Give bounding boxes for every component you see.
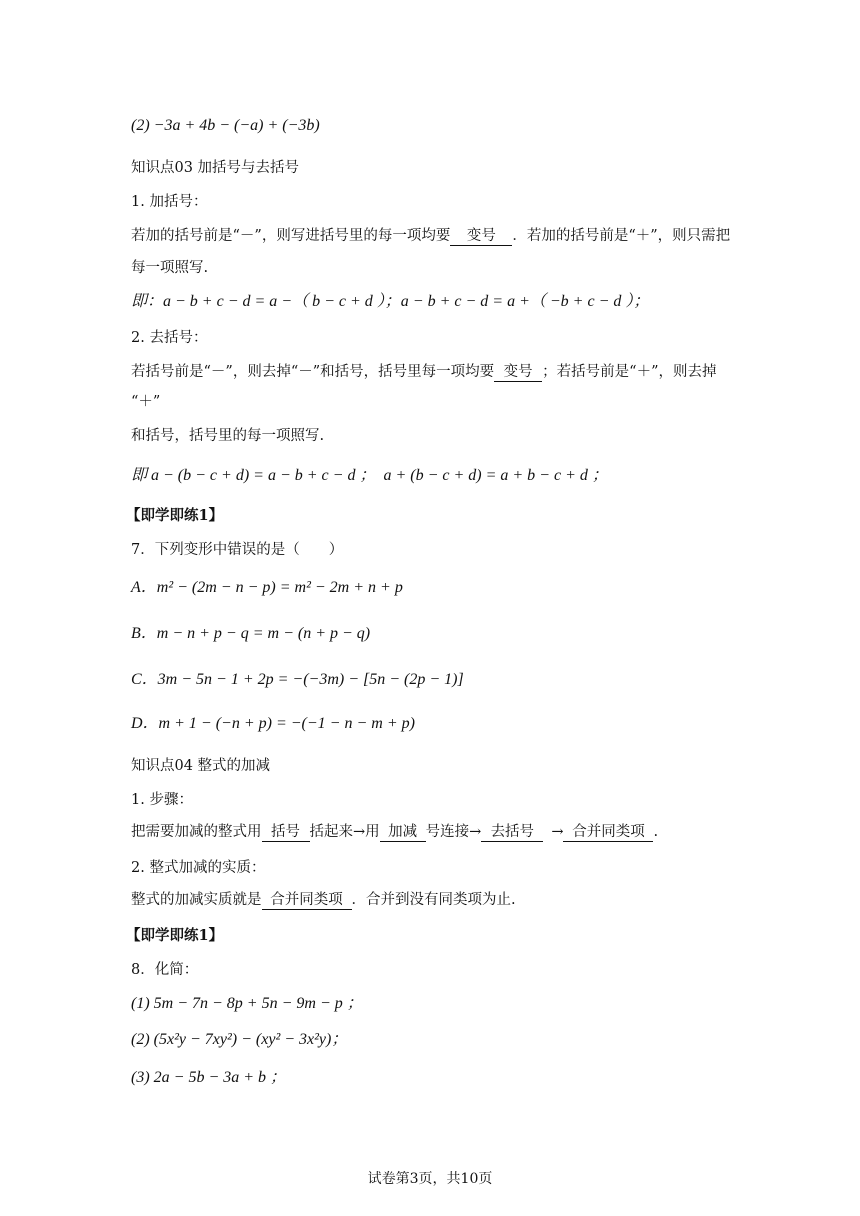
fill-blank-answer: 变号 — [494, 363, 542, 382]
text-line: 每一项照写. — [131, 260, 209, 276]
subheading: 2. 去括号： — [131, 330, 208, 346]
fill-blank-answer: 变号 — [450, 227, 512, 246]
fill-blank-answer: 合并同类项 — [262, 891, 352, 910]
text-line — [131, 822, 658, 842]
subheading: 1. 步骤： — [131, 792, 193, 808]
option-c: C．3m − 5n − 1 + 2p = −(−3m) − [5n − (2p − 1)] — [131, 671, 464, 688]
sub-question: (1) 5m − 7n − 8p + 5n − 9m − p ； — [131, 995, 363, 1012]
practice-heading: 【即学即练1】 — [126, 507, 224, 524]
text-segment: 括起来→用 — [309, 824, 380, 840]
sub-question: (3) 2a − 5b − 3a + b ； — [131, 1069, 287, 1086]
section-heading: 知识点03 加括号与去括号 — [131, 160, 300, 176]
formula-line: 即：a − b + c − d = a −（ b − c + d ）；a − b + c − d = a +（ −b + c − d ）； — [131, 293, 650, 310]
text-segment: 若括号前是“－”，则去掉“－”和括号，括号里每一项均要 — [131, 364, 495, 380]
question-stem: 7．下列变形中错误的是（ ） — [131, 542, 344, 558]
text-line: “＋” — [131, 394, 161, 410]
practice-heading: 【即学即练1】 — [126, 927, 224, 944]
fill-blank-answer: 括号 — [262, 823, 310, 842]
text-line — [131, 890, 516, 910]
text-segment: 若加的括号前是“－”，则写进括号里的每一项均要 — [131, 228, 451, 244]
option-a: A．m² − (2m − n − p) = m² − 2m + n + p — [131, 579, 403, 596]
option-b: B．m − n + p − q = m − (n + p − q) — [131, 625, 371, 642]
fill-blank-answer: 合并同类项 — [563, 823, 653, 842]
text-segment: 把需要加减的整式用 — [131, 824, 262, 840]
subheading: 2. 整式加减的实质： — [131, 860, 266, 876]
option-d: D．m + 1 − (−n + p) = −(−1 − n − m + p) — [131, 715, 415, 732]
text-segment: ．合并到没有同类项为止. — [351, 892, 516, 908]
question-stem: 8．化简： — [131, 962, 199, 978]
section-heading: 知识点04 整式的加减 — [131, 758, 271, 774]
formula-line: 即 a − (b − c + d) = a − b + c − d ； a + (b − c + d) = a + b − c + d ； — [131, 467, 608, 484]
text-segment: . — [653, 824, 659, 840]
sub-question: (2) (5x²y − 7xy²) − (xy² − 3x²y)； — [131, 1031, 348, 1048]
page-footer: 试卷第3页，共10页 — [367, 1171, 493, 1187]
text-line — [131, 226, 730, 246]
text-line — [131, 362, 716, 382]
text-segment: ；若括号前是“＋”，则去掉 — [542, 364, 717, 380]
fill-blank-answer: 去括号 — [481, 823, 543, 842]
expression-line: (2) −3a + 4b − (−a) + (−3b) — [131, 117, 320, 134]
text-line: 和括号，括号里的每一项照写. — [131, 428, 325, 444]
subheading: 1. 加括号： — [131, 194, 208, 210]
arrow-icon: → — [551, 824, 564, 840]
text-segment: 整式的加减实质就是 — [131, 892, 262, 908]
fill-blank-answer: 加减 — [380, 823, 426, 842]
text-segment: ．若加的括号前是“＋”，则只需把 — [512, 228, 731, 244]
text-segment: 号连接→ — [425, 824, 482, 840]
